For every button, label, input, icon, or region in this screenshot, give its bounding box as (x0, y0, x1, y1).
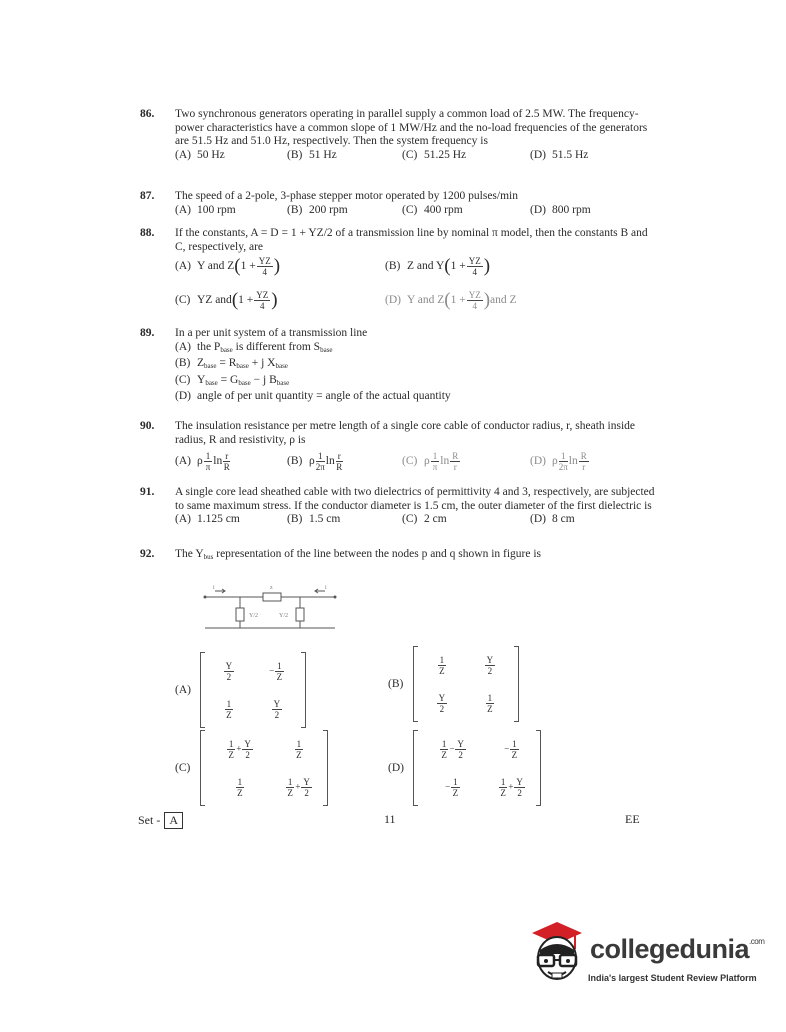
matrix-b: $\frac{1}{Z}$ $\frac{Y}{2}$ $\frac{Y}{2}$ $\frac{1}{Z}$ (413, 646, 519, 722)
question-number: 86. (140, 108, 155, 120)
question-text: The $Y_{bus}$ representation of the line between the nodes p and q shown in figure is (175, 548, 542, 561)
question-text: A single core lead sheathed cable with two dielectrics of permittivity 4 and 3, respectively, are subjected to same maximum stress. If the conductor diameter is 1.5 cm, the outer diameter of the first dielectric is (175, 486, 655, 512)
shunt-label-right: Y/2 (279, 613, 288, 619)
option-c: (C) 2 cm (402, 513, 447, 526)
question-text: Two synchronous generators operating in parallel supply a common load of 2.5 MW. The frequency-power characteristics have a common slope of 1 MW/Hz and the no-load frequencies of the generators are 51.5 Hz and 51.0 Hz, respectively. Then the system frequency is (175, 108, 648, 148)
question-number: 89. (140, 327, 155, 339)
brand-name: collegedunia$^{.com}$ (590, 934, 765, 964)
option-d: (D) angle of per unit quantity = angle of the actual quantity (175, 390, 451, 403)
option-c: (C) YZ and(1 + $\frac{YZ}{4}$ ) (175, 289, 278, 312)
option-c: (C) ρ $\frac{1}{\pi}$ ln $\frac{R}{r}$ (402, 451, 459, 473)
option-a: (A) ρ $\frac{1}{\pi}$ ln $\frac{r}{R}$ (175, 451, 230, 473)
question-number: 90. (140, 420, 155, 432)
question-text: In a per unit system of a transmission line (175, 327, 368, 339)
option-c: (C) $\frac{1}{Z}$ + $\frac{Y}{2}$ $\frac{1}{Z}$ $\frac{1}{Z}$ $\frac{1}{Z}$ + $\frac{Y}{2}$ (175, 730, 328, 806)
options-row (175, 204, 660, 218)
mascot-icon (528, 922, 586, 992)
matrix-d: $\frac{1}{Z}$ − $\frac{Y}{2}$ − $\frac{1}{Z}$ − $\frac{1}{Z}$ $\frac{1}{Z}$ + $\frac{Y}{2}$ (413, 730, 541, 806)
pi-circuit-figure (185, 580, 345, 640)
question-text: The insulation resistance per metre length of a single core cable of conductor radius, r, sheath inside radius, R and resistivity, ρ is (175, 420, 636, 446)
option-b: (B) $Z_{base} = R_{base} + j$ $X_{base}$ (175, 357, 288, 371)
current-label-right: i (325, 585, 327, 591)
question-89 (140, 327, 660, 404)
set-value-box: A (164, 812, 183, 829)
shunt-label-left: Y/2 (249, 613, 258, 619)
option-b: (B) 51 Hz (287, 148, 337, 161)
options-row (175, 149, 660, 163)
question-90 (140, 420, 660, 472)
option-c: (C) 51.25 Hz (402, 148, 467, 161)
option-a: (A) the $P_{base}$ is different from $S_{base}$ (175, 340, 333, 354)
subject-code: EE (625, 812, 640, 826)
option-a: (A) Y and Z(1 + $\frac{YZ}{4}$ ) (175, 255, 281, 278)
question-88 (140, 227, 660, 326)
option-a: (A) 50 Hz (175, 148, 225, 161)
question-92 (140, 548, 660, 565)
brand-tagline: India's largest Student Review Platform (588, 973, 757, 983)
option-b: (B) ρ $\frac{1}{2\pi}$ ln $\frac{r}{R}$ (287, 451, 343, 473)
impedance-label: z (270, 585, 273, 591)
option-d: (D) 800 rpm (530, 203, 591, 216)
question-86 (140, 108, 660, 162)
question-number: 87. (140, 190, 155, 202)
question-number: 91. (140, 486, 155, 498)
question-91 (140, 486, 660, 527)
option-d: (D) 51.5 Hz (530, 148, 589, 161)
current-label-left: i (213, 585, 215, 591)
option-d: (D) 8 cm (530, 513, 575, 526)
option-b: (B) $\frac{1}{Z}$ $\frac{Y}{2}$ $\frac{Y}{2}$ $\frac{1}{Z}$ (388, 646, 519, 722)
options-row (175, 513, 660, 527)
collegedunia-logo (528, 922, 765, 1002)
set-indicator: Set - A (138, 812, 183, 829)
matrix-c: $\frac{1}{Z}$ + $\frac{Y}{2}$ $\frac{1}{Z}$ $\frac{1}{Z}$ $\frac{1}{Z}$ + $\frac{Y}{2}$ (200, 730, 328, 806)
matrix-a: $\frac{Y}{2}$ − $\frac{1}{Z}$ $\frac{1}{Z}$ $\frac{Y}{2}$ (200, 652, 306, 728)
option-c: (C) $Y_{base} = G_{base} - j$ $B_{base}$ (175, 373, 290, 387)
question-number: 88. (140, 227, 155, 239)
option-b: (B) 200 rpm (287, 203, 348, 216)
question-number: 92. (140, 548, 155, 560)
option-d: (D) $\frac{1}{Z}$ − $\frac{Y}{2}$ − $\frac{1}{Z}$ − $\frac{1}{Z}$ $\frac{1}{Z}$ + $\frac{Y}{2}$ (388, 730, 541, 806)
option-c: (C) 400 rpm (402, 203, 463, 216)
option-d: (D) Y and Z(1 + $\frac{YZ}{4}$ )and Z (385, 289, 517, 312)
option-a: (A) 100 rpm (175, 203, 236, 216)
question-text: The speed of a 2-pole, 3-phase stepper motor operated by 1200 pulses/min (175, 190, 518, 202)
option-a: (A) 1.125 cm (175, 513, 240, 526)
options-row (175, 451, 660, 472)
question-text: If the constants, A = D = 1 + YZ/2 of a transmission line by nominal π model, then the constants B and C, respectively, are (175, 227, 648, 253)
option-d: (D) ρ $\frac{1}{2\pi}$ ln $\frac{R}{r}$ (530, 451, 587, 473)
page-number: 11 (384, 812, 396, 826)
question-87 (140, 190, 660, 217)
option-b: (B) 1.5 cm (287, 513, 341, 526)
option-b: (B) Z and Y(1 + $\frac{YZ}{4}$ ) (385, 255, 491, 278)
option-a: (A) $\frac{Y}{2}$ − $\frac{1}{Z}$ $\frac{1}{Z}$ $\frac{Y}{2}$ (175, 652, 306, 728)
